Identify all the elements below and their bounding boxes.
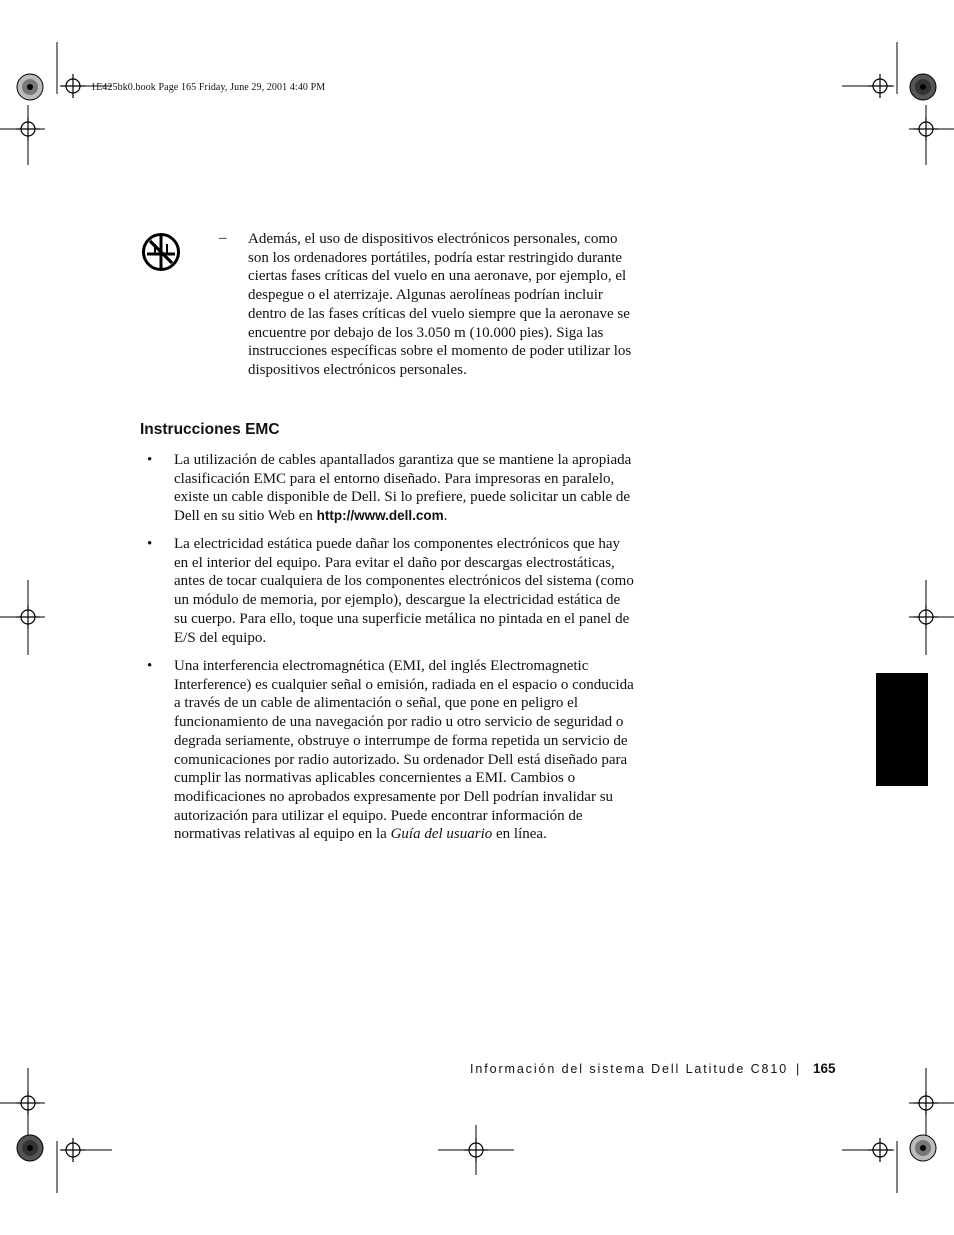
no-electronics-icon: [138, 232, 184, 272]
footer-title: Información del sistema Dell Latitude C810: [470, 1062, 789, 1076]
page-number: 165: [813, 1061, 836, 1076]
bullet-marker: •: [147, 658, 153, 674]
dell-website-link[interactable]: http://www.dell.com: [316, 508, 444, 524]
list-item: La electricidad estática puede dañar los componentes electrónicos que hay en el interior del equipo. Para evitar el daño por descargas electrostáticas, antes de tocar cualquiera de los componentes electrónicos del sistema (como un módulo de memoria, por ejemplo), descargue la electricidad estática de su cuerpo. Para ello, toque una superficie metálica no pintada en el panel de E/S del equipo.: [174, 536, 634, 646]
book-file-info: 1E425bk0.book Page 165 Friday, June 29, 2001 4:40 PM: [91, 82, 326, 93]
list-item: Una interferencia electromagnética (EMI, del inglés Electromagnetic Interference) es cualquier señal o emisión, radiada en el espacio o conducida a través de un cable de alimentación o señal, que pone en peligro el funcionamiento de una navegación por radio u otro servicio de seguridad o degrada seriamente, obstruye o interrumpe de forma repetida un servicio de comunicaciones por radio autorizado. Su ordenador Dell está diseñado para cumplir las normativas aplicables concernientes a EMI. Cambios o modificaciones no aprobados expresamente por Dell podrían invalidar su autorización para utilizar el equipo. Puede encontrar información de normativas relativas al equipo en la Guía del usuario en línea.: [174, 658, 634, 843]
chapter-thumb-tab: [876, 673, 928, 786]
notice-text: Además, el uso de dispositivos electrónicos personales, como son los ordenadores portátiles, podría estar restringido durante ciertas fases críticas del vuelo en una aeronave, por ejemplo, el despegue o el aterrizaje. Algunas aerolíneas podrían incluir dentro de las fases críticas del vuelo siempre que la aeronave se encuentre por debajo de los 3.050 m (10.000 pies). Siga las instrucciones específicas sobre el momento de poder utilizar los dispositivos electrónicos personales.: [248, 231, 632, 378]
list-item: La utilización de cables apantallados garantiza que se mantiene la apropiada clasificación EMC para el entorno diseñado. Para impresoras en paralelo, existe un cable disponible de Dell. Si lo prefiere, puede solicitar un cable de Dell en su sitio Web en http://www.dell.com.: [174, 452, 632, 525]
bullet-marker: •: [147, 452, 153, 468]
bullet-marker: •: [147, 536, 153, 552]
notice-dash: –: [219, 230, 227, 246]
user-guide-title: Guía del usuario: [390, 826, 493, 843]
footer-separator: |: [796, 1062, 800, 1076]
section-heading: Instrucciones EMC: [140, 421, 280, 438]
